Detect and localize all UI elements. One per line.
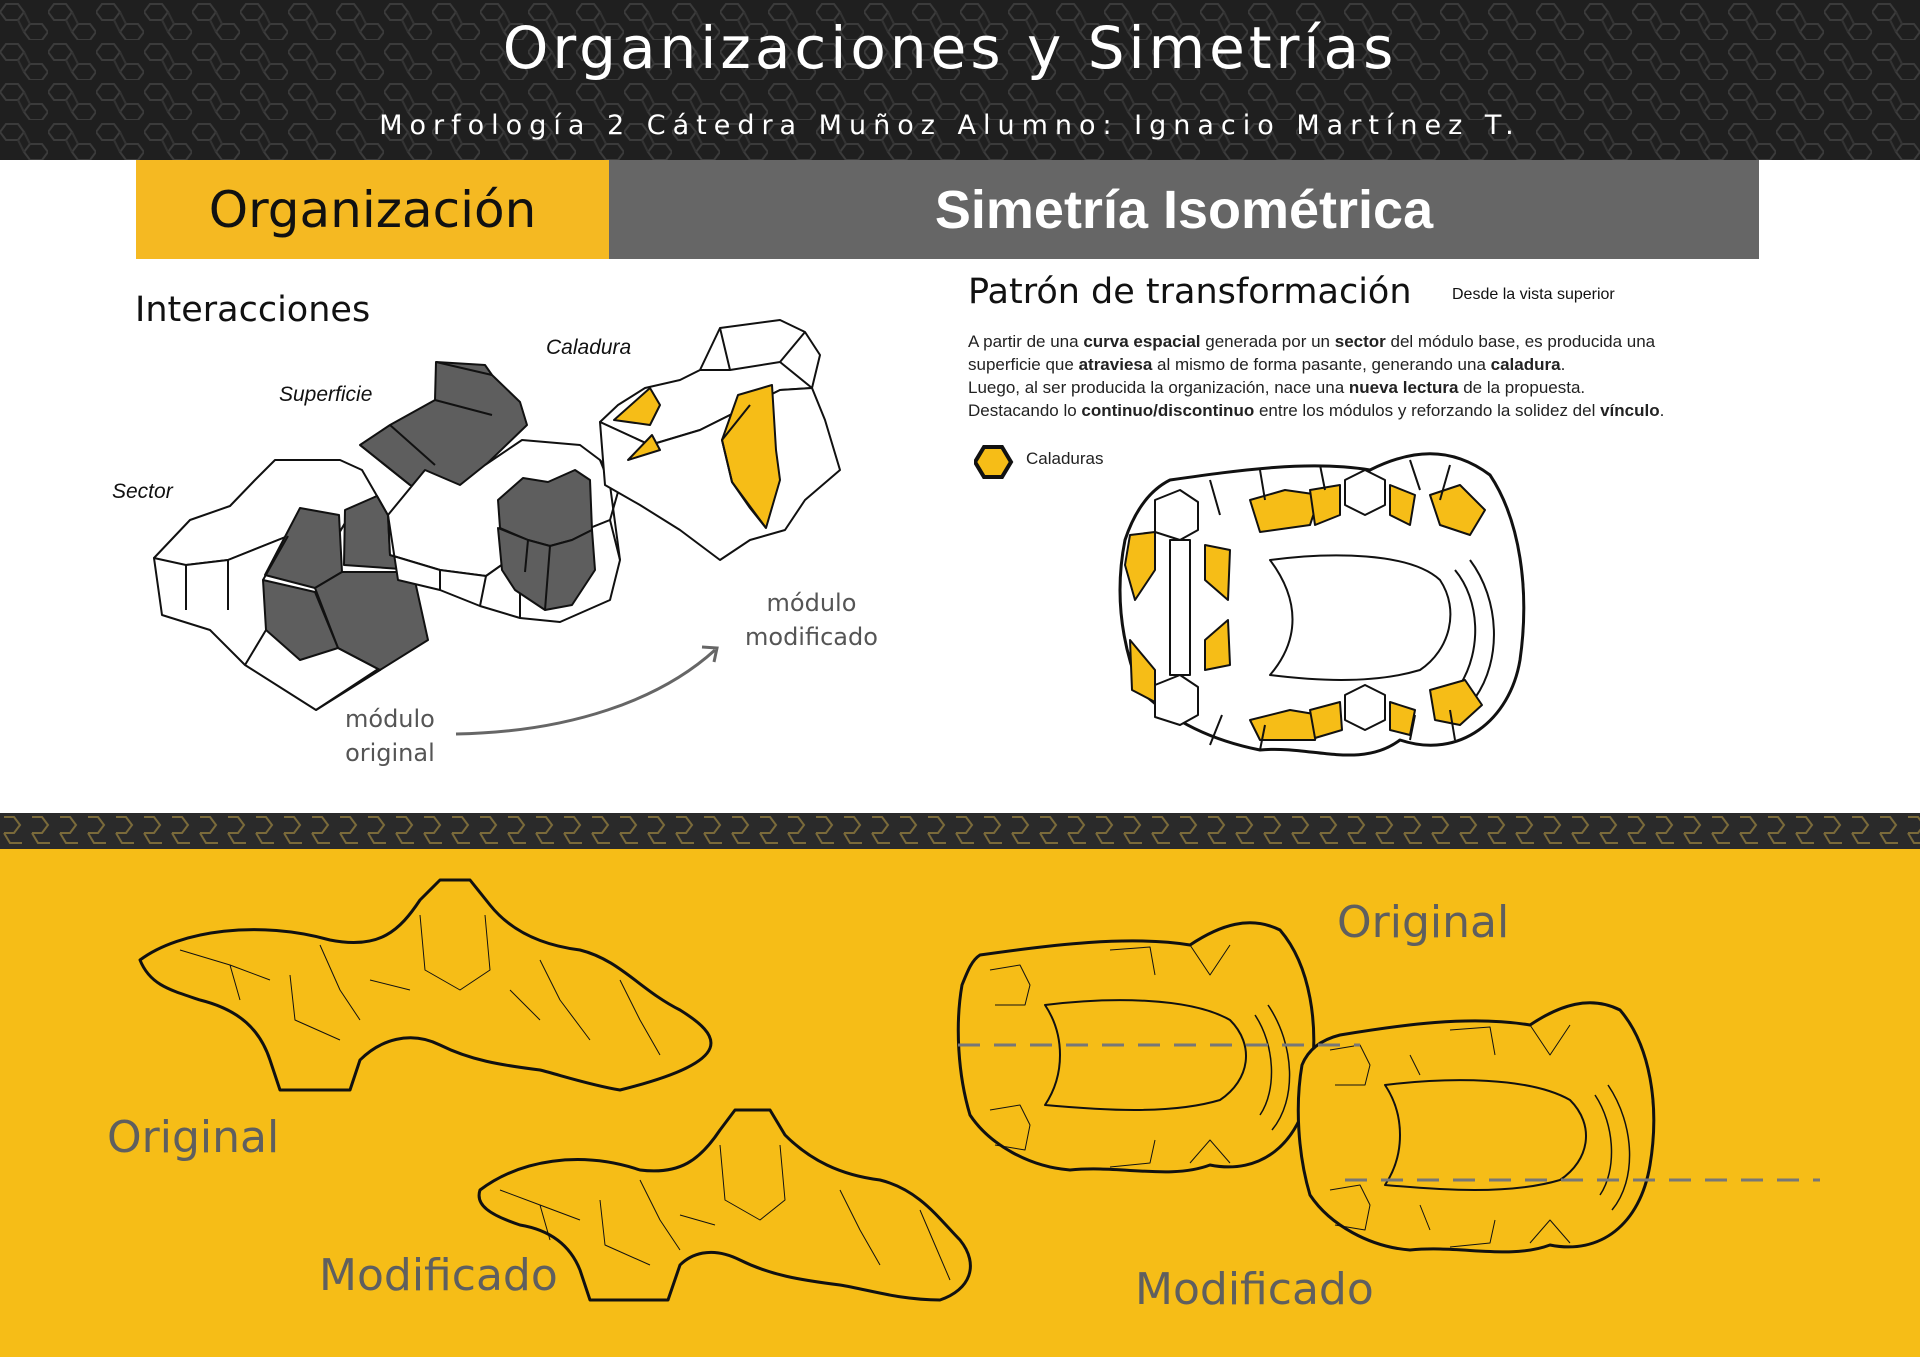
section-band-simetria bbox=[609, 160, 1759, 259]
page-subtitle: Morfología 2 Cátedra Muñoz Alumno: Ignacio Martínez T. bbox=[379, 110, 1521, 141]
patron-text: A partir de una bbox=[968, 332, 1084, 351]
patron-keyword: sector bbox=[1334, 332, 1386, 351]
patron-keyword: curva espacial bbox=[1083, 332, 1201, 351]
label-modificado-linear: Modificado bbox=[319, 1250, 558, 1301]
patron-keyword: vínculo bbox=[1600, 401, 1660, 420]
patron-line bbox=[968, 353, 1758, 376]
patron-text: de la propuesta. bbox=[1458, 378, 1586, 397]
patron-text: . bbox=[1560, 355, 1566, 374]
caladura-legend-icon bbox=[974, 444, 1014, 480]
header-banner bbox=[0, 0, 1920, 160]
section-title-organizacion: Organización bbox=[208, 180, 537, 239]
patron-heading: Patrón de transformación bbox=[968, 272, 1412, 312]
transformation-arrow bbox=[456, 650, 715, 734]
patron-note: Desde la vista superior bbox=[1452, 286, 1615, 303]
module-drawings bbox=[140, 310, 900, 770]
sector-module bbox=[154, 460, 428, 710]
label-original-ring: Original bbox=[1337, 897, 1510, 948]
label-modulo-original: módulo original bbox=[345, 705, 435, 767]
label-modificado-ring: Modificado bbox=[1135, 1264, 1374, 1315]
patron-description bbox=[968, 330, 1758, 422]
patron-keyword: atraviesa bbox=[1078, 355, 1153, 374]
patron-text: . bbox=[1659, 401, 1665, 420]
linear-organization-drawings bbox=[120, 870, 980, 1310]
label-superficie: Superficie bbox=[279, 383, 373, 406]
section-title-simetria: Simetría Isométrica bbox=[934, 179, 1434, 240]
top-view-pattern bbox=[1110, 440, 1610, 795]
caladura-module bbox=[600, 320, 840, 560]
patron-keyword: caladura bbox=[1490, 355, 1561, 374]
label-original-linear: Original bbox=[107, 1112, 280, 1163]
interacciones-heading: Interacciones bbox=[135, 290, 371, 330]
patron-text: superficie que bbox=[968, 355, 1079, 374]
label-modulo-modificado: módulo modificado bbox=[745, 589, 878, 651]
patron-keyword: nueva lectura bbox=[1348, 378, 1459, 397]
section-band-organizacion bbox=[136, 160, 609, 259]
patron-text: del módulo base, es producida una bbox=[1385, 332, 1656, 351]
ring-organization-drawings bbox=[950, 905, 1830, 1315]
caladura-legend-label: Caladuras bbox=[1026, 449, 1104, 468]
pattern-strip bbox=[0, 813, 1920, 849]
label-sector: Sector bbox=[112, 480, 173, 503]
patron-line bbox=[968, 330, 1758, 353]
patron-text: Luego, al ser producida la organización, nace una bbox=[968, 378, 1349, 397]
page-title: Organizaciones y Simetrías bbox=[502, 14, 1398, 82]
patron-text: al mismo de forma pasante, generando una bbox=[1152, 355, 1491, 374]
patron-text: entre los módulos y reforzando la solidez del bbox=[1254, 401, 1601, 420]
patron-keyword: continuo/discontinuo bbox=[1081, 401, 1255, 420]
patron-text: Destacando lo bbox=[968, 401, 1082, 420]
patron-text: generada por un bbox=[1200, 332, 1335, 351]
label-caladura: Caladura bbox=[546, 336, 632, 359]
patron-line bbox=[968, 376, 1758, 399]
patron-line bbox=[968, 399, 1758, 422]
